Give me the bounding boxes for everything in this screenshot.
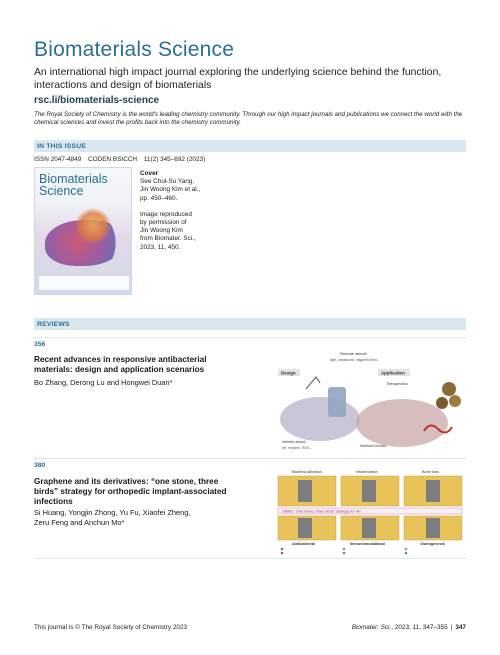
- entry-divider: [34, 337, 466, 338]
- label-strategy: GBMs: “One stone, three birds” strategy for IAI: [282, 509, 361, 514]
- cover-caption-pages: pp. 450–460.: [140, 194, 178, 202]
- volume-pages: 11(2) 345–692 (2023): [143, 156, 206, 163]
- journal-tagline: An international high impact journal exploring the underlying science behind the function, interactions and design of biomaterials: [34, 67, 442, 91]
- entry-page-number[interactable]: 356: [34, 341, 46, 348]
- label-application: Application: [381, 370, 405, 376]
- cover-image-title: Biomaterials Science: [39, 172, 108, 198]
- label-antibacterial: Antibacterial: [292, 542, 315, 546]
- cover-caption-repro-1: Image reproduced: [140, 210, 192, 218]
- cover-caption-authors: Jin Woong Kim et al.,: [140, 186, 201, 194]
- footer-year-pages: , 2023, 11, 347–355: [391, 624, 448, 631]
- entry-authors: [34, 508, 256, 527]
- entry-page-number[interactable]: 380: [34, 462, 46, 469]
- label-osteogenesis: Osteogenesis: [420, 542, 445, 546]
- cover-caption-see: See Chul-Su Yang,: [140, 178, 195, 186]
- cover-caption-gap: [140, 203, 200, 211]
- label-intrinsic-sub: pH, enzyme, ROS...: [282, 446, 313, 450]
- cover-footer-strip: [39, 276, 129, 290]
- entry-graphic-antibacterial: [274, 349, 466, 454]
- label-immunomodulation: Immunomodulation: [350, 542, 386, 546]
- label-design: Design: [281, 370, 296, 376]
- cover-caption-repro-3: Jin Woong Kim: [140, 227, 183, 235]
- cover-caption-repro-5: 2023, 11, 450.: [140, 243, 181, 251]
- entry-title-line: birds” strategy for orthopedic implant-associated: [34, 486, 227, 496]
- coden: CODEN BSICCH: [88, 156, 138, 163]
- cover-caption-heading: Cover: [140, 170, 159, 177]
- cover-artwork-glow: [75, 208, 111, 244]
- label-intrinsic-stimuli: Intrinsic stimuli: [282, 440, 306, 444]
- design-disc: [280, 397, 360, 441]
- label-inflammation: Inflammation: [356, 470, 378, 474]
- application-disc: [356, 399, 448, 447]
- cover-image: [34, 167, 132, 295]
- cover-caption-repro-4: from Biomater. Sci.,: [140, 235, 196, 243]
- label-remote-stimuli: Remote stimuli: [340, 351, 367, 356]
- entry-graphic-graphene: [274, 468, 466, 556]
- entry-divider: [34, 558, 466, 559]
- entry-title-line: Graphene and its derivatives: “one stone, three: [34, 477, 219, 486]
- cover-caption-repro-2: by permission of: [140, 219, 187, 227]
- entry-title-line: materials: design and application scenarios: [34, 364, 205, 374]
- label-therapeutics: Therapeutics: [386, 382, 408, 386]
- label-remote-stimuli-sub: light, ultrasound, magnetic field...: [330, 358, 380, 362]
- rsc-statement: The Royal Society of Chemistry is the world's leading chemistry community. Through our high impact journals and publications we connect the world with the chemical sciences and invest the profits back into the chemistry community.: [34, 111, 463, 126]
- issn: ISSN 2047-4849: [34, 156, 82, 163]
- label-bone-loss: Bone loss: [422, 470, 439, 474]
- entry-authors: Bo Zhang, Derong Lu and Hongwei Duan*: [34, 378, 173, 387]
- cover-caption: [140, 170, 200, 252]
- entry-title-line: Recent advances in responsive antibacterial: [34, 355, 207, 364]
- entry-authors-line: Zeru Feng and Anchun Mo*: [34, 517, 125, 527]
- label-bacteria-adhesion: Bacteria adhesion: [292, 470, 323, 474]
- label-medical-devices: Medical Devices: [360, 444, 387, 448]
- entry-title[interactable]: [34, 477, 256, 506]
- entry-divider: [34, 458, 466, 459]
- entry-title[interactable]: [34, 355, 256, 375]
- journal-title: Biomaterials Science: [34, 38, 235, 61]
- footer-journal-abbr: Biomater. Sci.: [351, 624, 392, 631]
- footer-copyright: This journal is © The Royal Society of Chemistry 2023: [34, 624, 188, 631]
- journal-url[interactable]: rsc.li/biomaterials-science: [34, 95, 160, 106]
- entry-authors-line: Si Huang, Yongjin Zhong, Yu Fu, Xiaofei Zheng,: [34, 508, 191, 517]
- footer-citation: [352, 624, 466, 631]
- footer-separator: |: [450, 624, 453, 631]
- entry-title-line: infections: [34, 496, 73, 506]
- reviews-bar: REVIEWS: [34, 318, 466, 330]
- footer-page-number: 347: [455, 624, 466, 631]
- in-this-issue-bar: IN THIS ISSUE: [34, 140, 466, 152]
- issn-line: [34, 156, 210, 163]
